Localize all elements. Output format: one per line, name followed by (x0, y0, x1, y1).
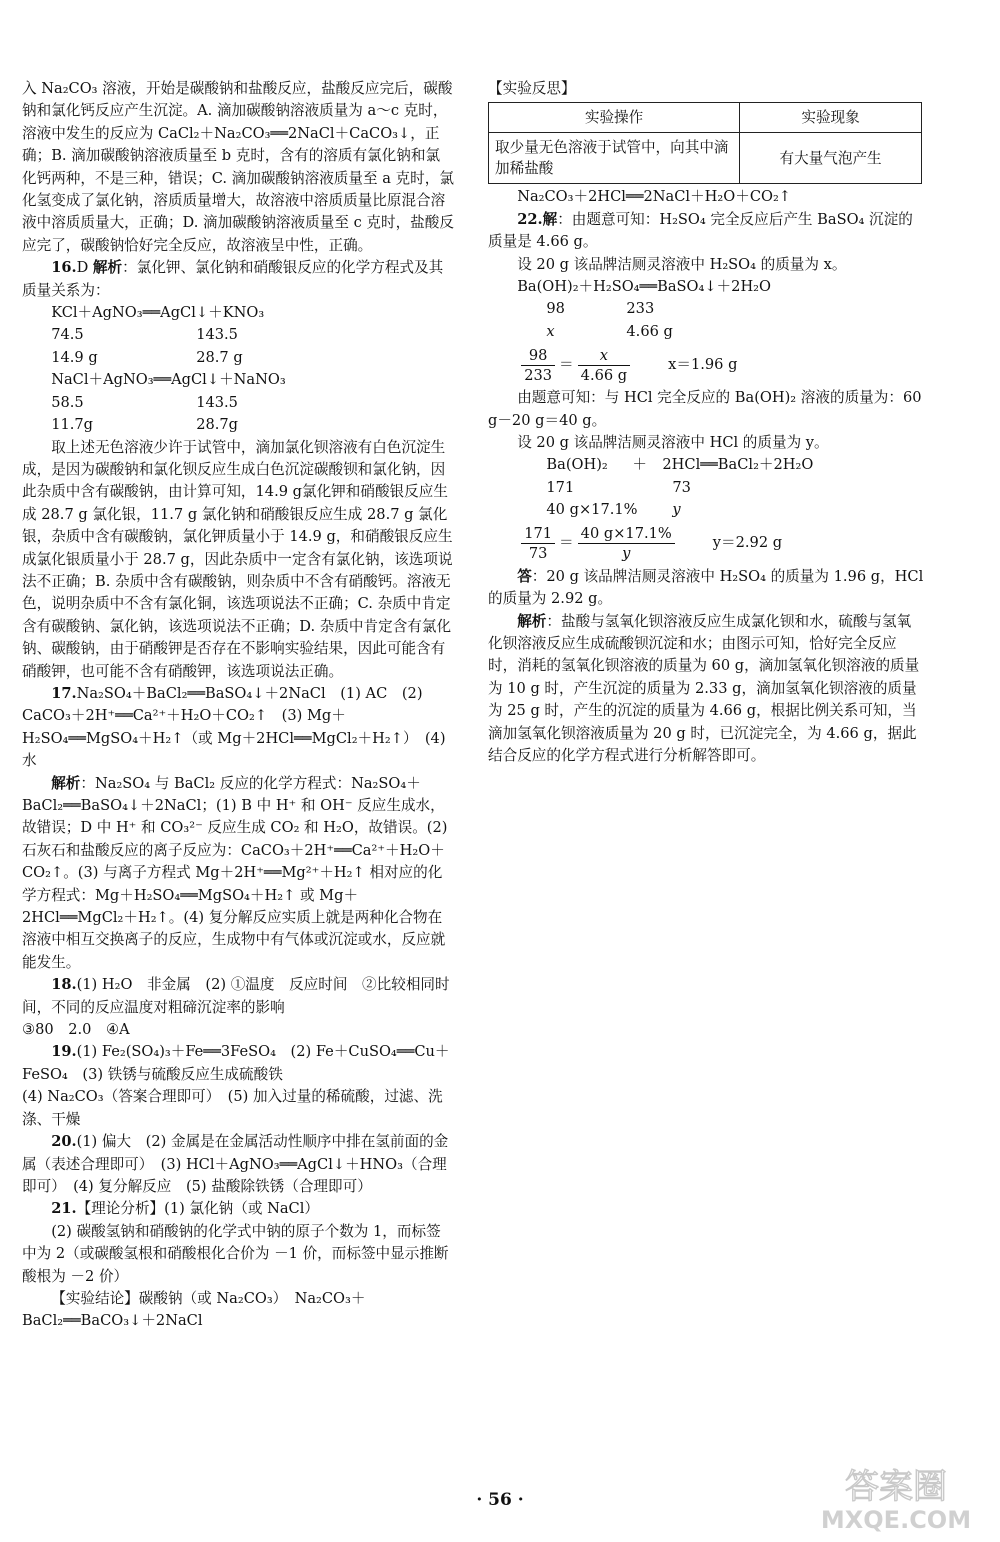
q22-explanation (488, 611, 924, 768)
equation-baoh2-hcl (488, 454, 924, 476)
value-kcl: 14.9 g (51, 348, 98, 366)
q20-number: 20. (51, 1133, 77, 1151)
table-header-phenomenon: 实验现象 (740, 103, 922, 133)
q22-analysis-text: ：盐酸与氢氧化钡溶液反应生成氯化钡和水，硫酸与氢氧化钡溶液反应生成硫酸钡沉淀和水；由图示可知，恰好完全反应时，消耗的氢氧化钡溶液的质量为 60 g，滴加氢氧化钡溶液的质量为 10 g 时，产生沉淀的质量为 2.33 g，滴加氢氧化钡溶液的质量为 25 g 时，产生的沉淀的质量为 4.66 g，根据比例关系可知，当滴加氢氧化钡溶液质量为 20 g 时，已沉淀完全，为 4.66 g，据此结合反应的化学方程式进行分析解答即可。 (488, 612, 920, 764)
q16-analysis-label: 解析 (92, 259, 123, 277)
fraction-right (578, 524, 675, 563)
result-y: y＝2.92 g (712, 534, 783, 552)
q22-final-answer (488, 566, 924, 611)
baoh2-mass-note: 由题意可知：与 HCl 完全反应的 Ba(OH)₂ 溶液的质量为：60 g－20 g＝40 g。 (488, 389, 922, 429)
value-nacl: 11.7g (51, 416, 94, 434)
answer-label: 答 (517, 567, 532, 585)
equation-baoh2-h2so4-values (488, 321, 924, 343)
q17-analysis-label: 解析 (51, 774, 81, 792)
fraction-denominator: 73 (528, 545, 548, 563)
mass-agcl-2: 143.5 (196, 393, 238, 411)
equation-nacl-values (22, 414, 454, 436)
mass-baso4: 233 (626, 300, 655, 318)
q21-text: (1) 氯化钠（或 NaCl） (164, 1200, 319, 1218)
q19-answer-b: (4) Na₂CO₃（答案合理即可） (5) 加入过量的稀硫酸，过滤、洗涤、干燥 (22, 1088, 443, 1128)
q16-answer: D (76, 259, 89, 277)
q20-answer (22, 1131, 454, 1198)
q18-text: (1) H₂O 非金属 (2) ①温度 反应时间 ②比较相同时间，不同的反应温度对粗碲沉淀率的影响 (22, 976, 450, 1016)
q21-answer-b: (2) 碳酸氢钠和硝酸钠的化学式中钠的原子个数为 1，而标签中为 2（或碳酸氢根和硝酸根化合价为 －1 价，而标签中显示推断酸根为 －2 价） (22, 1222, 449, 1285)
equation-baoh2-hcl-masses (488, 477, 924, 499)
value-baoh2: 40 g×17.1% (546, 501, 638, 519)
q21-theory-label: 【理论分析】 (76, 1200, 165, 1218)
equals-sign: ＝ (559, 534, 574, 552)
formula-baoh2: Ba(OH)₂ (546, 456, 608, 474)
watermark-text-top: 答案圈 (845, 1467, 947, 1507)
table-cell-phenomenon: 有大量气泡产生 (740, 133, 922, 184)
q22-solution-label: 解 (542, 210, 558, 228)
mass-nacl: 58.5 (51, 393, 84, 411)
q17-explanation (22, 773, 454, 975)
value-agcl: 28.7 g (196, 348, 243, 366)
table-cell-operation: 取少量无色溶液于试管中，向其中滴加稀盐酸 (489, 133, 740, 184)
q17-number: 17. (51, 684, 77, 702)
mass-agcl: 143.5 (196, 326, 238, 344)
right-column (488, 78, 924, 767)
q19-number: 19. (51, 1043, 77, 1061)
fraction-right (578, 346, 630, 385)
fraction-numerator: 98 (521, 346, 555, 366)
equation-nacl: NaCl＋AgNO₃══AgCl↓＋NaNO₃ (51, 371, 286, 389)
q20-text: (1) 偏大 (2) 金属是在金属活动性顺序中排在氢前面的金属（表述合理即可） (3) HCl＋AgNO₃══AgCl↓＋HNO₃（合理即可） (4) 复分解反应 (5) 盐酸除铁锈（合理即可） (22, 1133, 449, 1195)
fraction-numerator: x (578, 346, 630, 366)
value-y: y (672, 501, 681, 519)
fraction-left (521, 346, 555, 385)
q21-answer (22, 1198, 454, 1220)
formula-hcl-products: 2HCl══BaCl₂＋2H₂O (662, 456, 814, 474)
fraction-numerator: 171 (521, 524, 555, 544)
proportion-y (488, 522, 924, 566)
mass-kcl: 74.5 (51, 326, 84, 344)
fraction-numerator: 40 g×17.1% (578, 524, 675, 544)
plus-sign: ＋ (632, 456, 647, 474)
q15-explanation-continued: 入 Na₂CO₃ 溶液，开始是碳酸钠和盐酸反应，盐酸反应完后，碳酸钠和氯化钙反应产生沉淀。A. 滴加碳酸钠溶液质量为 a～c 克时，溶液中发生的反应为 CaCl₂＋Na₂CO₃══2NaCl＋CaCO₃↓，正确；B. 滴加碳酸钠溶液质量至 b 克时，含有的溶质有氯化钠和氯化钙两种，不是三种，错误；C. 滴加碳酸钠溶液质量至 a 克时，氯化氢变成了氯化钠，溶质质量增大，故溶液中溶质质量比原混合溶液中溶质质量大，正确；D. 滴加碳酸钠溶液质量至 c 克时，盐酸反应完了，碳酸钠恰好完全反应，故溶液呈中性，正确。 (22, 80, 454, 254)
table-header-operation: 实验操作 (489, 103, 740, 133)
equation-nacl-masses (22, 392, 454, 414)
q22-number: 22. (517, 210, 543, 228)
q21-conclusion-text: 碳酸钠（或 Na₂CO₃） Na₂CO₃＋BaCl₂══BaCO₃↓＋2NaCl (22, 1289, 366, 1330)
q17-analysis-text: ：Na₂SO₄ 与 BaCl₂ 反应的化学方程式：Na₂SO₄＋BaCl₂══BaSO₄↓＋2NaCl；(1) B 中 H⁺ 和 OH⁻ 反应生成水，故错误；D 中 H⁺ 和 CO₃²⁻ 反应生成 CO₂ 和 H₂O，故错误。(2) 石灰石和盐酸反应的离子反应为：CaCO₃＋2H⁺══Ca²⁺＋H₂O＋CO₂↑。(3) 与离子方程式 Mg＋2H⁺══Mg²⁺＋H₂↑ 相对应的化学方程式：Mg＋H₂SO₄══MgSO₄＋H₂↑ 或 Mg＋2HCl══MgCl₂＋H₂↑。(4) 复分解反应实质上就是两种化合物在溶液中相互交换离子的反应，生成物中有气体或沉淀或水，反应就能发生。 (22, 774, 448, 971)
mass-hcl: 73 (672, 478, 691, 496)
reflection-heading: 【实验反思】 (488, 80, 576, 97)
q19-text: (1) Fe₂(SO₄)₃＋Fe══3FeSO₄ (2) Fe＋CuSO₄══Cu＋FeSO₄ (3) 铁锈与硫酸反应生成硫酸铁 (22, 1043, 450, 1083)
q17-text: Na₂SO₄＋BaCl₂══BaSO₄↓＋2NaCl (1) AC (2) CaCO₃＋2H⁺══Ca²⁺＋H₂O＋CO₂↑ (3) Mg＋H₂SO₄══MgSO₄＋H₂↑（或 Mg＋2HCl══MgCl₂＋H₂↑） (4) 水 (22, 684, 446, 770)
value-baso4: 4.66 g (626, 322, 673, 340)
q21-conclusion (22, 1288, 454, 1333)
table-header-row (489, 103, 922, 133)
q22-heading (488, 209, 924, 254)
equation-baoh2-h2so4: Ba(OH)₂＋H₂SO₄══BaSO₄↓＋2H₂O (517, 278, 771, 296)
value-x: x (546, 322, 555, 340)
q17-answer (22, 683, 454, 773)
result-x: x＝1.96 g (668, 356, 738, 374)
q16-analysis-text: ：氯化钾、氯化钠和硝酸银反应的化学方程式及其质量关系为： (22, 259, 444, 299)
q16-explanation: 取上述无色溶液少许于试管中，滴加氯化钡溶液有白色沉淀生成，是因为碳酸钠和氯化钡反应生成白色沉淀碳酸钡和氯化钠，因此杂质中含有碳酸钠，由计算可知，14.9 g氯化钾和硝酸银反应生成 28.7 g 氯化银，11.7 g 氯化钠和硝酸银反应生成 28.7 g 氯化银，杂质中含有碳酸钠，氯化钾质量小于 14.9 g，和硝酸银反应生成氯化银质量小于 28.7 g，因此杂质中一定含有氯化钠，该选项说法不正确；B. 杂质中含有碳酸钠，则杂质中不含有硝酸钙。溶液无色，说明杂质中不含有氯化铜，该选项说法不正确；C. 杂质中肯定含有碳酸钠、氯化钠，该选项说法不正确；D. 杂质中肯定含有氯化钠、碳酸钠，由于硝酸钾是否存在不影响实验结果，因此可能含有硝酸钾，也可能不含有硝酸钾，该选项说法正确。 (22, 438, 453, 680)
value-agcl-2: 28.7g (196, 416, 239, 434)
q22-set-x: 设 20 g 该品牌洁厕灵溶液中 H₂SO₄ 的质量为 x。 (517, 255, 847, 273)
page-number: · 56 · (476, 1490, 524, 1510)
q22-set-y: 设 20 g 该品牌洁厕灵溶液中 HCl 的质量为 y。 (517, 434, 829, 452)
mass-h2so4: 98 (546, 300, 565, 318)
answer-text: ：20 g 该品牌洁厕灵溶液中 H₂SO₄ 的质量为 1.96 g，HCl 的质量为 2.92 g。 (488, 567, 924, 608)
q18-answer (22, 974, 454, 1019)
experiment-table (488, 102, 922, 184)
q22-analysis-label: 解析 (517, 612, 547, 630)
proportion-x (488, 343, 924, 387)
q19-answer (22, 1041, 454, 1086)
q16-heading (22, 257, 454, 302)
equals-sign: ＝ (559, 356, 574, 374)
equation-kcl-values (22, 347, 454, 369)
q18-number: 18. (51, 976, 77, 994)
q21-number: 21. (51, 1200, 77, 1218)
fraction-left (521, 524, 555, 563)
q16-number: 16. (51, 259, 77, 277)
q21-conclusion-label: 【实验结论】 (51, 1289, 139, 1307)
equation-baoh2-hcl-values (488, 499, 924, 521)
equation-baoh2-h2so4-masses (488, 298, 924, 320)
fraction-denominator: 4.66 g (580, 366, 628, 384)
fraction-denominator: 233 (524, 366, 553, 384)
q22-text: ：由题意可知：H₂SO₄ 完全反应后产生 BaSO₄ 沉淀的质量是 4.66 g。 (488, 210, 913, 251)
watermark-text-bottom: MXQE.COM (820, 1506, 972, 1534)
equation-na2co3-hcl: Na₂CO₃＋2HCl══2NaCl＋H₂O＋CO₂↑ (517, 188, 792, 206)
watermark-logo (800, 1462, 992, 1534)
equation-kcl-masses (22, 324, 454, 346)
mass-baoh2: 171 (546, 478, 575, 496)
q18-answer-b: ③80 2.0 ④A (22, 1021, 130, 1039)
table-row (489, 133, 922, 184)
fraction-denominator: y (622, 545, 631, 563)
equation-kcl: KCl＋AgNO₃══AgCl↓＋KNO₃ (51, 304, 265, 322)
left-column (22, 78, 454, 1333)
